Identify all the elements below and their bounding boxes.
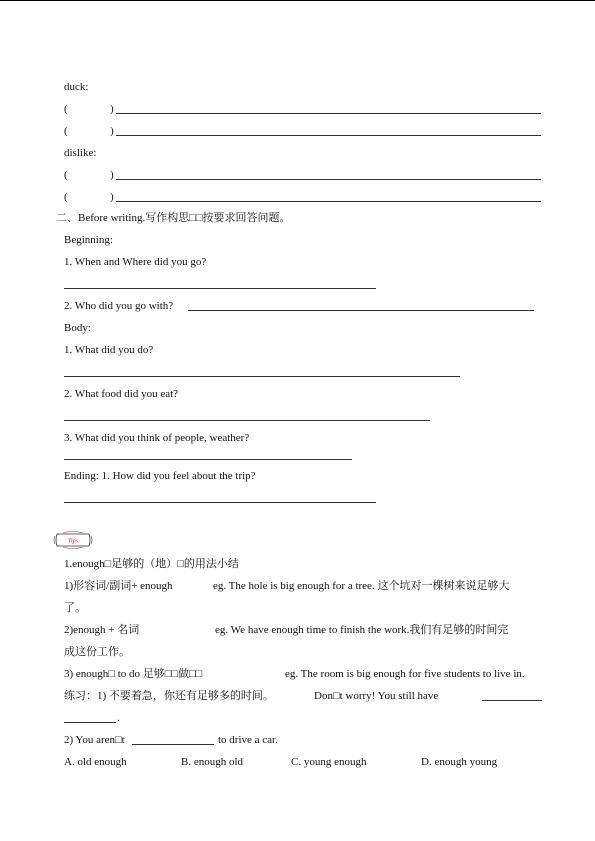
option-b[interactable]: B. enough old [181,756,244,768]
tips-badge-text: Tips [67,538,79,545]
question-who: 2. Who did you go with? [64,300,174,312]
question-food: 2. What food did you eat? [64,388,179,400]
exercise1-prompt: 练习：1) 不要着急，你还有足够多的时间。 [64,690,274,702]
answer-line[interactable] [64,288,376,289]
question-when-where: 1. When and Where did you go? [64,256,207,268]
exercise2-end: to drive a car. [218,734,278,746]
exercise1-sentence: Don□t worry! You still have [314,690,439,702]
answer-line[interactable] [64,502,376,503]
answer-line[interactable] [64,459,352,460]
rule3-example: eg. The room is big enough for five students to live in. [285,668,525,680]
paren-close: ) [110,103,114,115]
answer-line[interactable] [116,201,541,202]
dislike-label: dislike: [64,147,97,159]
rule1-example-cont: 了。 [64,602,86,614]
answer-line[interactable] [116,113,541,114]
duck-label: duck: [64,81,89,93]
tips-title: 1.enough□足够的（地）□的用法小结 [64,558,239,570]
rule1-example: eg. The hole is big enough for a tree. 这个坑对一棵树来说足够大 [213,580,510,592]
question-think: 3. What did you think of people, weather? [64,432,250,444]
rule3-pattern: 3) enough□ to do 足够□□做□□ [64,668,203,680]
answer-line[interactable] [64,420,430,421]
exercise2-start: 2) You aren□t [64,734,125,746]
answer-line[interactable] [188,310,534,311]
exercise1-period: . [117,712,120,724]
option-d[interactable]: D. enough young [421,756,498,768]
paren-close: ) [110,169,114,181]
question-what-do: 1. What did you do? [64,344,154,356]
paren-open: ( [64,125,68,137]
paren-open: ( [64,169,68,181]
exercise1-blank-cont[interactable] [64,722,116,723]
rule2-pattern: 2)enough + 名词 [64,624,140,636]
option-a[interactable]: A. old enough [64,756,127,768]
top-border [0,0,595,1]
rule2-example: eg. We have enough time to finish the work.我们有足够的时间完 [215,624,509,636]
tips-badge-icon [53,531,93,549]
exercise2-blank[interactable] [132,744,214,745]
rule2-example-cont: 成这份工作。 [64,646,130,658]
answer-line[interactable] [116,135,541,136]
exercise1-blank[interactable] [482,700,542,701]
answer-line[interactable] [116,179,541,180]
option-c[interactable]: C. young enough [291,756,367,768]
rule1-pattern: 1)形容词/副词+ enough [64,580,173,592]
question-feel: Ending: 1. How did you feel about the trip? [64,470,256,482]
answer-line[interactable] [64,376,460,377]
beginning-label: Beginning: [64,234,113,246]
paren-open: ( [64,103,68,115]
body-label: Body: [64,322,91,334]
section-heading: 二、Before writing.写作构思□□按要求回答问题。 [56,212,291,224]
paren-close: ) [110,125,114,137]
paren-close: ) [110,191,114,203]
paren-open: ( [64,191,68,203]
